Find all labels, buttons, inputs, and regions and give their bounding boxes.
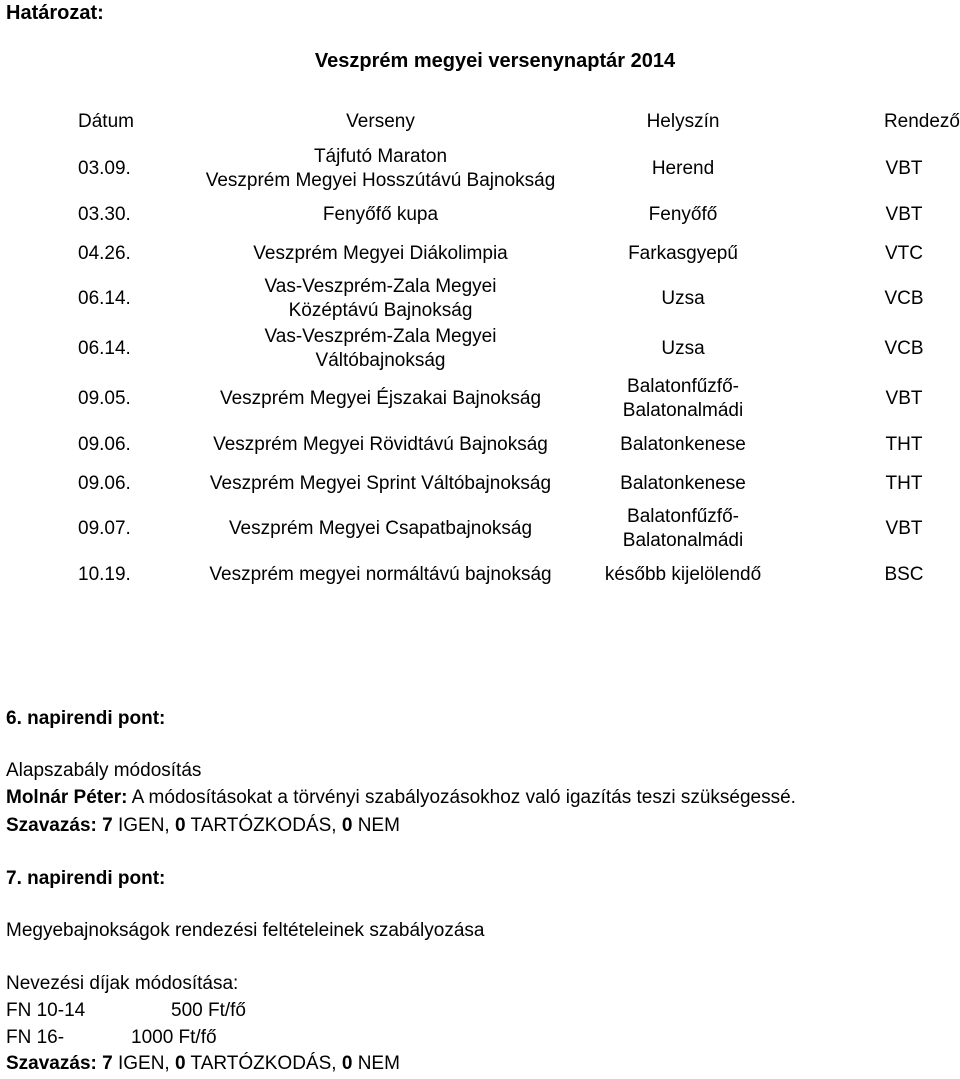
row-event-line: Veszprém Megyei Hosszútávú Bajnokság xyxy=(205,170,556,191)
row-event xyxy=(203,234,558,273)
row-place xyxy=(558,195,808,234)
row-date: 09.05. xyxy=(78,388,131,409)
agenda7-no-count: 0 xyxy=(341,1053,353,1074)
agenda6-yes-label: IGEN, xyxy=(117,815,170,836)
row-date: 10.19. xyxy=(78,563,131,585)
row-event xyxy=(203,273,558,325)
agenda6-vote-line xyxy=(6,815,400,837)
row-organizer: THT xyxy=(885,472,923,494)
row-place-line: Balatonalmádi xyxy=(622,530,744,551)
row-place xyxy=(558,555,808,594)
agenda7-heading: 7. napirendi pont: xyxy=(6,868,166,889)
row-date: 03.09. xyxy=(78,158,131,179)
header-date: Dátum xyxy=(78,111,134,132)
table-row xyxy=(60,234,960,273)
row-event-line: Veszprém megyei normáltávú bajnokság xyxy=(209,563,552,585)
row-date: 04.26. xyxy=(78,242,131,264)
row-event-line: Veszprém Megyei Diákolimpia xyxy=(253,242,508,264)
agenda6-no-count: 0 xyxy=(341,815,353,836)
header-organizer: Rendező xyxy=(883,111,960,132)
row-date: 06.14. xyxy=(78,288,131,309)
agenda6-statement: A módosításokat a törvényi szabályozásokhoz való igazítás teszi szükségessé. xyxy=(127,787,796,808)
row-place xyxy=(558,464,808,503)
row-organizer: VBT xyxy=(885,518,923,539)
agenda6-heading: 6. napirendi pont: xyxy=(6,708,166,729)
table-row xyxy=(60,325,960,373)
agenda6-statement-line xyxy=(6,787,796,809)
table-row xyxy=(60,555,960,594)
row-date: 03.30. xyxy=(78,203,131,225)
row-place xyxy=(558,503,808,555)
agenda6-abstain-label: TARTÓZKODÁS, xyxy=(190,815,337,836)
agenda7-subject: Megyebajnokságok rendezési feltételeinek szabályozása xyxy=(6,920,485,941)
row-place-line: Farkasgyepű xyxy=(628,242,738,264)
agenda6-yes-count: 7 xyxy=(102,815,113,836)
table-row xyxy=(60,273,960,325)
agenda6-vote-label: Szavazás: xyxy=(6,815,97,836)
header-event: Verseny xyxy=(346,111,415,132)
fee-price: 1000 Ft/fő xyxy=(131,1027,217,1048)
table-row xyxy=(60,373,960,425)
row-event-line: Fenyőfő kupa xyxy=(322,203,439,225)
row-event-line: Veszprém Megyei Éjszakai Bajnokság xyxy=(219,388,542,409)
table-row xyxy=(60,464,960,503)
table-row xyxy=(60,425,960,464)
row-organizer: VTC xyxy=(885,242,923,264)
row-organizer: THT xyxy=(885,433,923,455)
row-place-line: Fenyőfő xyxy=(648,203,718,225)
row-event-line: Tájfutó Maraton xyxy=(313,146,448,167)
row-place xyxy=(558,425,808,464)
row-place-line: Balatonkenese xyxy=(620,472,746,494)
row-date: 09.06. xyxy=(78,433,131,455)
fee-category: FN 10-14 xyxy=(6,1000,86,1021)
row-place xyxy=(558,234,808,273)
row-event xyxy=(203,325,558,373)
row-place-line: Balatonfűzfő- xyxy=(627,506,739,527)
agenda6-subject: Alapszabály módosítás xyxy=(6,760,202,781)
agenda6-no-label: NEM xyxy=(357,815,400,836)
row-event xyxy=(203,143,558,195)
row-organizer: VBT xyxy=(885,203,923,225)
agenda7-yes-label: IGEN, xyxy=(117,1053,170,1074)
row-place-line: Herend xyxy=(651,158,715,179)
row-event xyxy=(203,464,558,503)
row-event-line: Veszprém Megyei Csapatbajnokság xyxy=(228,518,533,539)
agenda7-fees-title: Nevezési díjak módosítása: xyxy=(6,973,239,994)
row-place-line: Balatonkenese xyxy=(620,433,746,455)
row-date: 09.07. xyxy=(78,518,131,539)
agenda7-abstain-label: TARTÓZKODÁS, xyxy=(190,1053,337,1074)
calendar-title: Veszprém megyei versenynaptár 2014 xyxy=(314,50,676,72)
row-event-line: Veszprém Megyei Sprint Váltóbajnokság xyxy=(209,472,552,494)
row-organizer: VBT xyxy=(885,388,923,409)
row-event-line: Vas-Veszprém-Zala Megyei xyxy=(264,276,497,297)
header-place: Helyszín xyxy=(646,111,720,132)
resolution-heading: Határozat: xyxy=(6,2,104,24)
row-place-line: Balatonalmádi xyxy=(622,400,744,421)
agenda7-no-label: NEM xyxy=(357,1053,400,1074)
row-place-line: később kijelölendő xyxy=(604,563,762,585)
row-event-line: Középtávú Bajnokság xyxy=(288,300,473,321)
fee-category: FN 16- xyxy=(6,1027,65,1048)
fee-price: 500 Ft/fő xyxy=(171,1000,246,1021)
row-event-line: Veszprém Megyei Rövidtávú Bajnokság xyxy=(213,433,548,455)
agenda7-vote-line xyxy=(6,1053,400,1075)
agenda7-yes-count: 7 xyxy=(102,1053,113,1074)
row-event xyxy=(203,503,558,555)
row-organizer: VCB xyxy=(884,288,924,309)
row-event xyxy=(203,555,558,594)
row-organizer: BSC xyxy=(884,563,924,585)
row-date: 06.14. xyxy=(78,338,131,359)
agenda6-abstain-count: 0 xyxy=(175,815,186,836)
row-place-line: Uzsa xyxy=(661,338,705,359)
row-event xyxy=(203,373,558,425)
row-organizer: VBT xyxy=(885,158,923,179)
table-row xyxy=(60,503,960,555)
table-row xyxy=(60,143,960,195)
row-organizer: VCB xyxy=(884,338,924,359)
competition-calendar-table xyxy=(60,101,960,594)
row-place xyxy=(558,325,808,373)
row-place xyxy=(558,273,808,325)
row-event xyxy=(203,425,558,464)
row-date: 09.06. xyxy=(78,472,131,494)
row-place-line: Balatonfűzfő- xyxy=(627,376,739,397)
table-header-row xyxy=(60,101,960,143)
row-event-line: Vas-Veszprém-Zala Megyei Váltóbajnokság xyxy=(264,326,497,371)
row-place-line: Uzsa xyxy=(661,288,705,309)
agenda6-speaker: Molnár Péter: xyxy=(6,787,128,808)
table-row xyxy=(60,195,960,234)
row-place xyxy=(558,373,808,425)
row-place xyxy=(558,143,808,195)
agenda7-abstain-count: 0 xyxy=(175,1053,186,1074)
row-event xyxy=(203,195,558,234)
agenda7-vote-label: Szavazás: xyxy=(6,1053,97,1074)
